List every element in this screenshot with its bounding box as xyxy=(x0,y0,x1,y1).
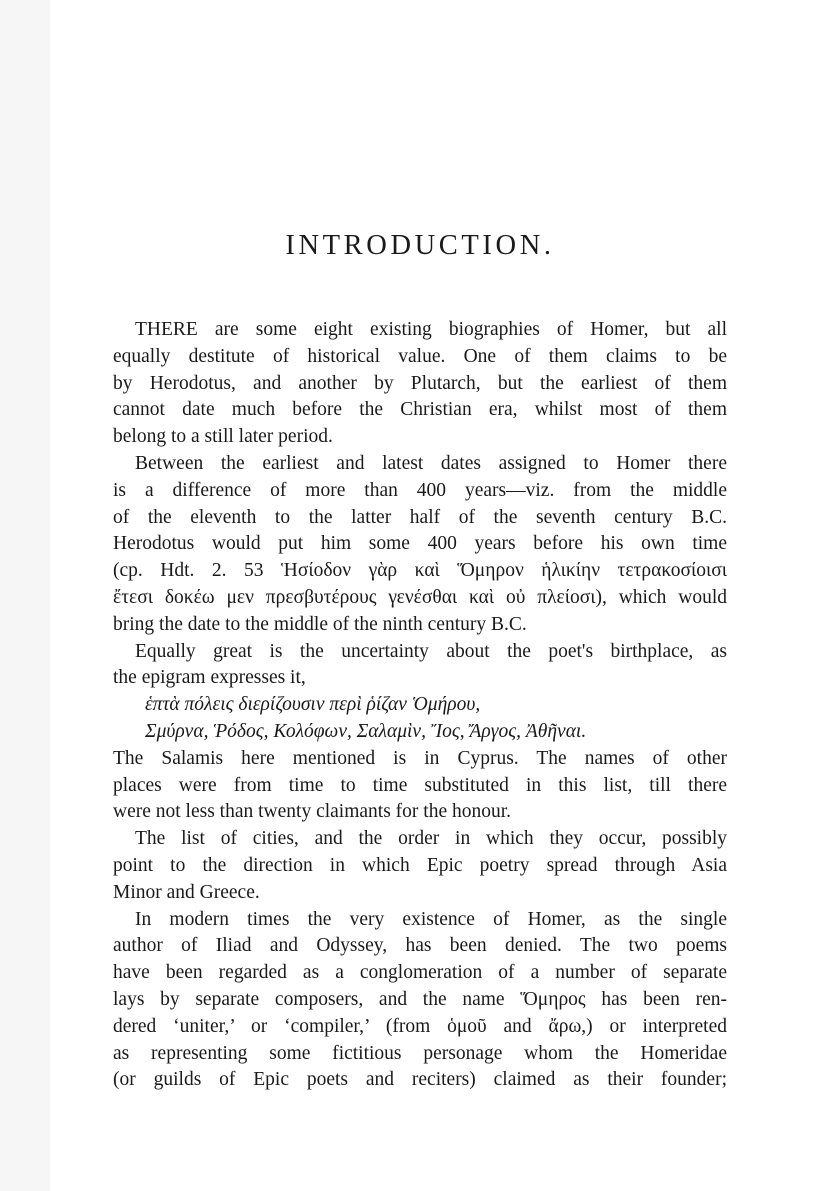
text-line: Minor and Greece. xyxy=(113,881,260,903)
page-title: INTRODUCTION. xyxy=(285,230,555,261)
text-line: dered ‘uniter,’ or ‘compiler,’ (from ὁμοῦ and ἄρω,) or interpreted xyxy=(113,1015,727,1037)
text-line: places were from time to time substituted in this list, till there xyxy=(113,774,727,796)
text-line: Equally great is the uncertainty about the poet's birthplace, as xyxy=(135,640,727,662)
text-line: author of Iliad and Odyssey, has been denied. The two poems xyxy=(113,935,727,957)
text-line: bring the date to the middle of the ninth century B.C. xyxy=(113,613,527,635)
text-line: THERE are some eight existing biographies of Homer, but all xyxy=(135,319,727,340)
text-line: (cp. Hdt. 2. 53 Ἡσίοδον γὰρ καὶ Ὅμηρον ἡλικίην τετρακοσίοισι xyxy=(113,560,727,582)
text-line: cannot date much before the Christian era, whilst most of them xyxy=(113,399,727,421)
text-line: were not less than twenty claimants for the honour. xyxy=(113,801,512,823)
text-line: as representing some fictitious personage whom the Homeridae xyxy=(113,1042,727,1064)
text-line: The Salamis here mentioned is in Cyprus. The names of other xyxy=(113,747,727,769)
text-line: by Herodotus, and another by Plutarch, but the earliest of them xyxy=(113,372,727,394)
text-line: have been regarded as a conglomeration of a number of separate xyxy=(113,962,727,984)
text-line: Σμύρνα, Ῥόδος, Κολόφων, Σαλαμὶν, Ἴος, Ἄργος, Ἀθῆναι. xyxy=(145,721,587,742)
text-line: is a difference of more than 400 years—viz. from the middle xyxy=(113,479,727,501)
text-line: In modern times the very existence of Homer, as the single xyxy=(135,908,727,930)
text-line: equally destitute of historical value. One of them claims to be xyxy=(113,345,727,367)
text-line: the epigram expresses it, xyxy=(113,667,306,689)
scan-gutter xyxy=(0,0,50,1191)
text-line: The list of cities, and the order in which they occur, possibly xyxy=(135,828,727,850)
text-line: (or guilds of Epic poets and reciters) claimed as their founder; xyxy=(113,1069,727,1091)
text-line: Between the earliest and latest dates assigned to Homer there xyxy=(135,453,727,474)
text-line: of the eleventh to the latter half of the seventh century B.C. xyxy=(113,506,727,528)
text-line: point to the direction in which Epic poetry spread through Asia xyxy=(113,855,727,876)
text-line: lays by separate composers, and the name Ὅμηρος has been ren- xyxy=(113,989,727,1010)
text-line: belong to a still later period. xyxy=(113,426,333,448)
text-line: Herodotus would put him some 400 years before his own time xyxy=(113,533,727,555)
text-line: ἑπτὰ πόλεις διερίζουσιν περὶ ῥίζαν Ὁμήρου, xyxy=(145,694,481,716)
text-line: ἔτεσι δοκέω μεν πρεσβυτέρους γενέσθαι καὶ οὐ πλείοσι), which would xyxy=(113,587,727,608)
